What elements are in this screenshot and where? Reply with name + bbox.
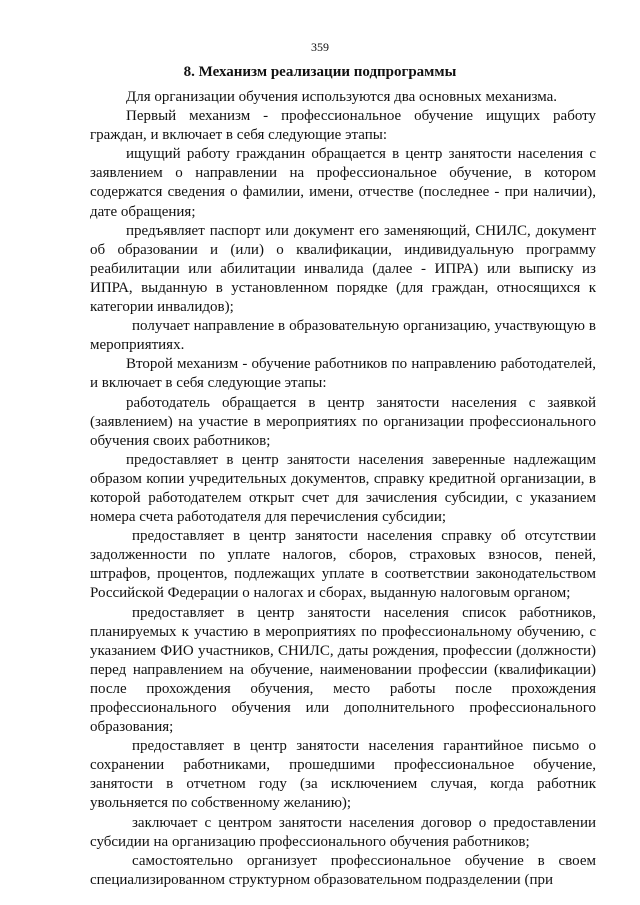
- paragraph-step-tax-certificate: предоставляет в центр занятости населения справку об отсутствии задолженности по уплате налогов, сборов, страховых взносов, пеней, штрафов, процентов, подлежащих уплате в соответствии законодательством Российской Федерации о налогах и сборах, выданную налоговым органом;: [90, 528, 596, 602]
- paragraph-step-employer-request: работодатель обращается в центр занятости населения с заявкой (заявлением) на участие в мероприятиях по организации профессионального обучения своих работников;: [90, 394, 596, 449]
- section-heading: 8. Механизм реализации подпрограммы: [183, 64, 457, 80]
- paragraph-step-application: ищущий работу гражданин обращается в центр занятости населения с заявлением о направлении на профессиональное обучение, в котором содержатся сведения о фамилии, имени, отчестве (последнее - при наличии), дате обращения;: [90, 146, 596, 220]
- paragraph-step-self-training: самостоятельно организует профессиональное обучение в своем специализированном структурном образовательном подразделении (при: [90, 852, 596, 888]
- paragraph-first-mechanism: Первый механизм - профессиональное обучение ищущих работу граждан, и включает в себя следующие этапы:: [90, 108, 596, 144]
- paragraph-step-subsidy-contract: заключает с центром занятости населения договор о предоставлении субсидии на организацию профессионального обучения работников;: [90, 814, 596, 850]
- paragraph-step-documents: предъявляет паспорт или документ его заменяющий, СНИЛС, документ об образовании и (или) о квалификации, индивидуальную программу реабилитации или абилитации инвалида (далее - ИПРА) или выписку из ИПРА, выданную в установленном порядке (для граждан, относящихся к категории инвалидов);: [90, 222, 596, 316]
- paragraph-step-employer-documents: предоставляет в центр занятости населения заверенные надлежащим образом копии учредительных документов, справку кредитной организации, в которой работодателем открыт счет для зачисления субсидии, с указанием номера счета работодателя для перечисления субсидии;: [90, 451, 596, 526]
- paragraph-step-employee-list: предоставляет в центр занятости населения список работников, планируемых к участию в мероприятиях по профессиональному обучению, с указанием ФИО участников, СНИЛС, даты рождения, профессии (должности) перед направлением на обучение, наименовании профессии (квалификации) после прохождения обучения, место работы после прохождения профессионального обучения или дополнительного профессионального образования;: [90, 604, 596, 736]
- paragraph-intro: Для организации обучения используются два основных механизма.: [126, 89, 558, 105]
- paragraph-second-mechanism: Второй механизм - обучение работников по направлению работодателей, и включает в себя следующие этапы:: [90, 356, 596, 392]
- paragraph-step-referral: получает направление в образовательную организацию, участвующую в мероприятиях.: [90, 318, 596, 354]
- page-number: 359: [311, 40, 329, 54]
- body-text: [90, 88, 596, 890]
- paragraph-step-guarantee-letter: предоставляет в центр занятости населения гарантийное письмо о сохранении работниками, прошедшими профессиональное обучение, занятости в отчетном году (за исключением случая, когда работник увольняется по собственному желанию);: [90, 738, 596, 812]
